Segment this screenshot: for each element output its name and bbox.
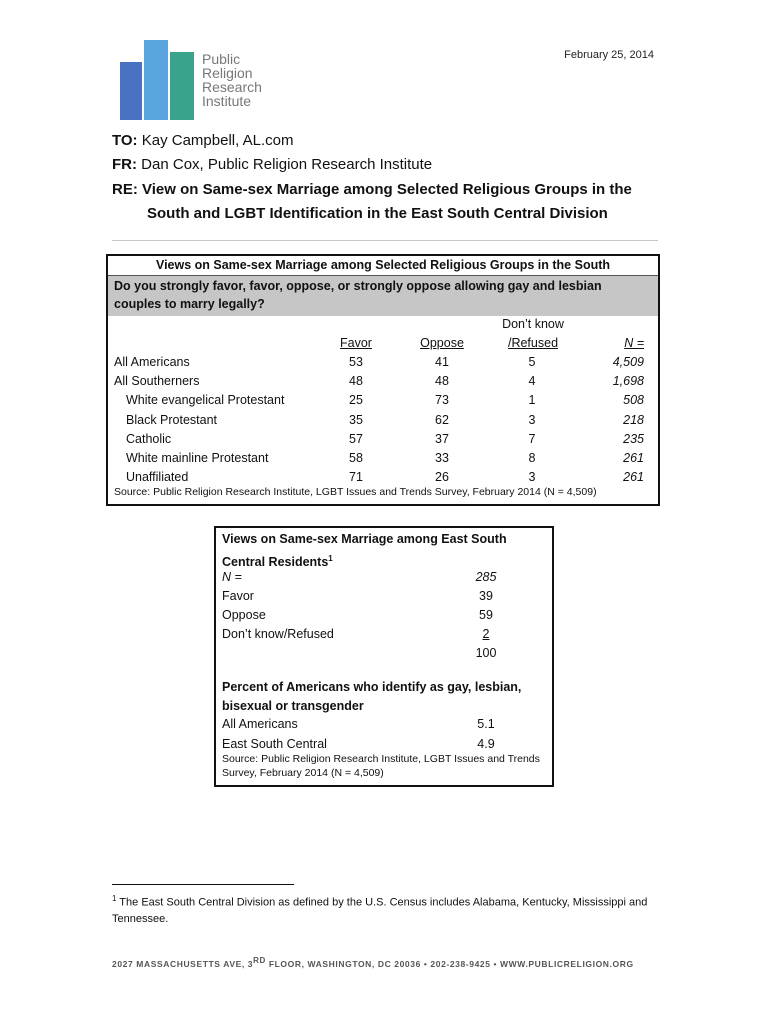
all-americans-label: All Americans (222, 717, 298, 731)
memo-re-label: RE: (112, 181, 138, 198)
footnote-ref: 1 (328, 554, 333, 563)
logo-line-4: Institute (202, 93, 252, 109)
header-favor: Favor (340, 336, 372, 350)
n-label: N = (222, 570, 242, 584)
oppose-label: Oppose (222, 608, 266, 622)
table-row: All Southerners 48 48 4 1,698 (114, 374, 644, 388)
logo-line-1: Public (202, 51, 241, 67)
oppose-value: 59 (479, 608, 493, 622)
total-value: 100 (475, 646, 497, 660)
east-south-central-table (214, 526, 554, 787)
address-footer: 2027 MASSACHUSETTS AVE, 3RD FLOOR, WASHINGTON, DC 20036 • 202-238-9425 • WWW.PUBLICRELIGION.ORG (112, 956, 634, 969)
header-divider (112, 240, 658, 241)
memo-from-line (112, 153, 432, 177)
footnote-mark: 1 (112, 894, 117, 903)
table1-question: Do you strongly favor, favor, oppose, or strongly oppose allowing gay and lesbian couples to marry legally? (108, 276, 658, 316)
table2-title-line1: Views on Same-sex Marriage among East South (222, 532, 507, 546)
footnote (112, 891, 652, 927)
east-south-central-label: East South Central (222, 737, 327, 751)
table-row: All Americans 53 41 5 4,509 (114, 355, 644, 369)
table-row: Unaffiliated 71 26 3 261 (126, 470, 644, 484)
memo-to-label: TO: (112, 132, 138, 149)
memo-re-line1: View on Same-sex Marriage among Selected Religious Groups in the (142, 181, 632, 198)
dont-know-value: 2 (482, 627, 490, 641)
east-south-central-value: 4.9 (477, 737, 495, 751)
table1-source: Source: Public Religion Research Institute, LGBT Issues and Trends Survey, February 2014 (N = 4,509) (114, 486, 597, 498)
lgbt-title-line2: bisexual or transgender (222, 699, 364, 713)
favor-value: 39 (479, 589, 493, 603)
memo-to-line (112, 129, 293, 153)
logo-line-2: Religion (202, 65, 253, 81)
memo-subject (112, 178, 672, 226)
header-dont-know: Don’t know /Refused (502, 317, 564, 350)
memo-from-value: Dan Cox, Public Religion Research Institute (141, 156, 433, 173)
footnote-text: The East South Central Division as defined by the U.S. Census includes Alabama, Kentucky, Mississippi and Tennessee. (112, 896, 648, 925)
footnote-divider (112, 884, 294, 885)
table-row: Black Protestant 35 62 3 218 (126, 413, 644, 427)
favor-label: Favor (222, 589, 254, 603)
header-oppose: Oppose (420, 336, 464, 350)
memo-date: February 25, 2014 (564, 49, 654, 61)
table2-title-line2: Central Residents$^1$ (222, 554, 333, 570)
n-value: 285 (475, 570, 497, 584)
dont-know-label: Don’t know/Refused (222, 627, 334, 641)
table2-source: Source: Public Religion Research Institute, LGBT Issues and Trends Survey, February 2014 (N = 4,509) (222, 753, 540, 779)
logo-bars-icon (118, 40, 196, 122)
memo-to-value: Kay Campbell, AL.com (141, 132, 294, 149)
memo-from-label: FR: (112, 156, 137, 173)
logo-line-3: Research (202, 79, 262, 95)
table-row: White evangelical Protestant 25 73 1 508 (126, 393, 644, 407)
lgbt-title-line1: Percent of Americans who identify as gay, lesbian, (222, 680, 522, 694)
table-row: Catholic 57 37 7 235 (126, 432, 644, 446)
table-row: White mainline Protestant 58 33 8 261 (126, 451, 644, 465)
religious-groups-table (106, 254, 660, 506)
header-n: N = (624, 336, 644, 350)
table1-title: Views on Same-sex Marriage among Selected Religious Groups in the South (108, 256, 658, 276)
all-americans-value: 5.1 (477, 717, 495, 731)
institute-logo (118, 40, 278, 122)
memo-re-line2: South and LGBT Identification in the East South Central Division (147, 205, 608, 222)
